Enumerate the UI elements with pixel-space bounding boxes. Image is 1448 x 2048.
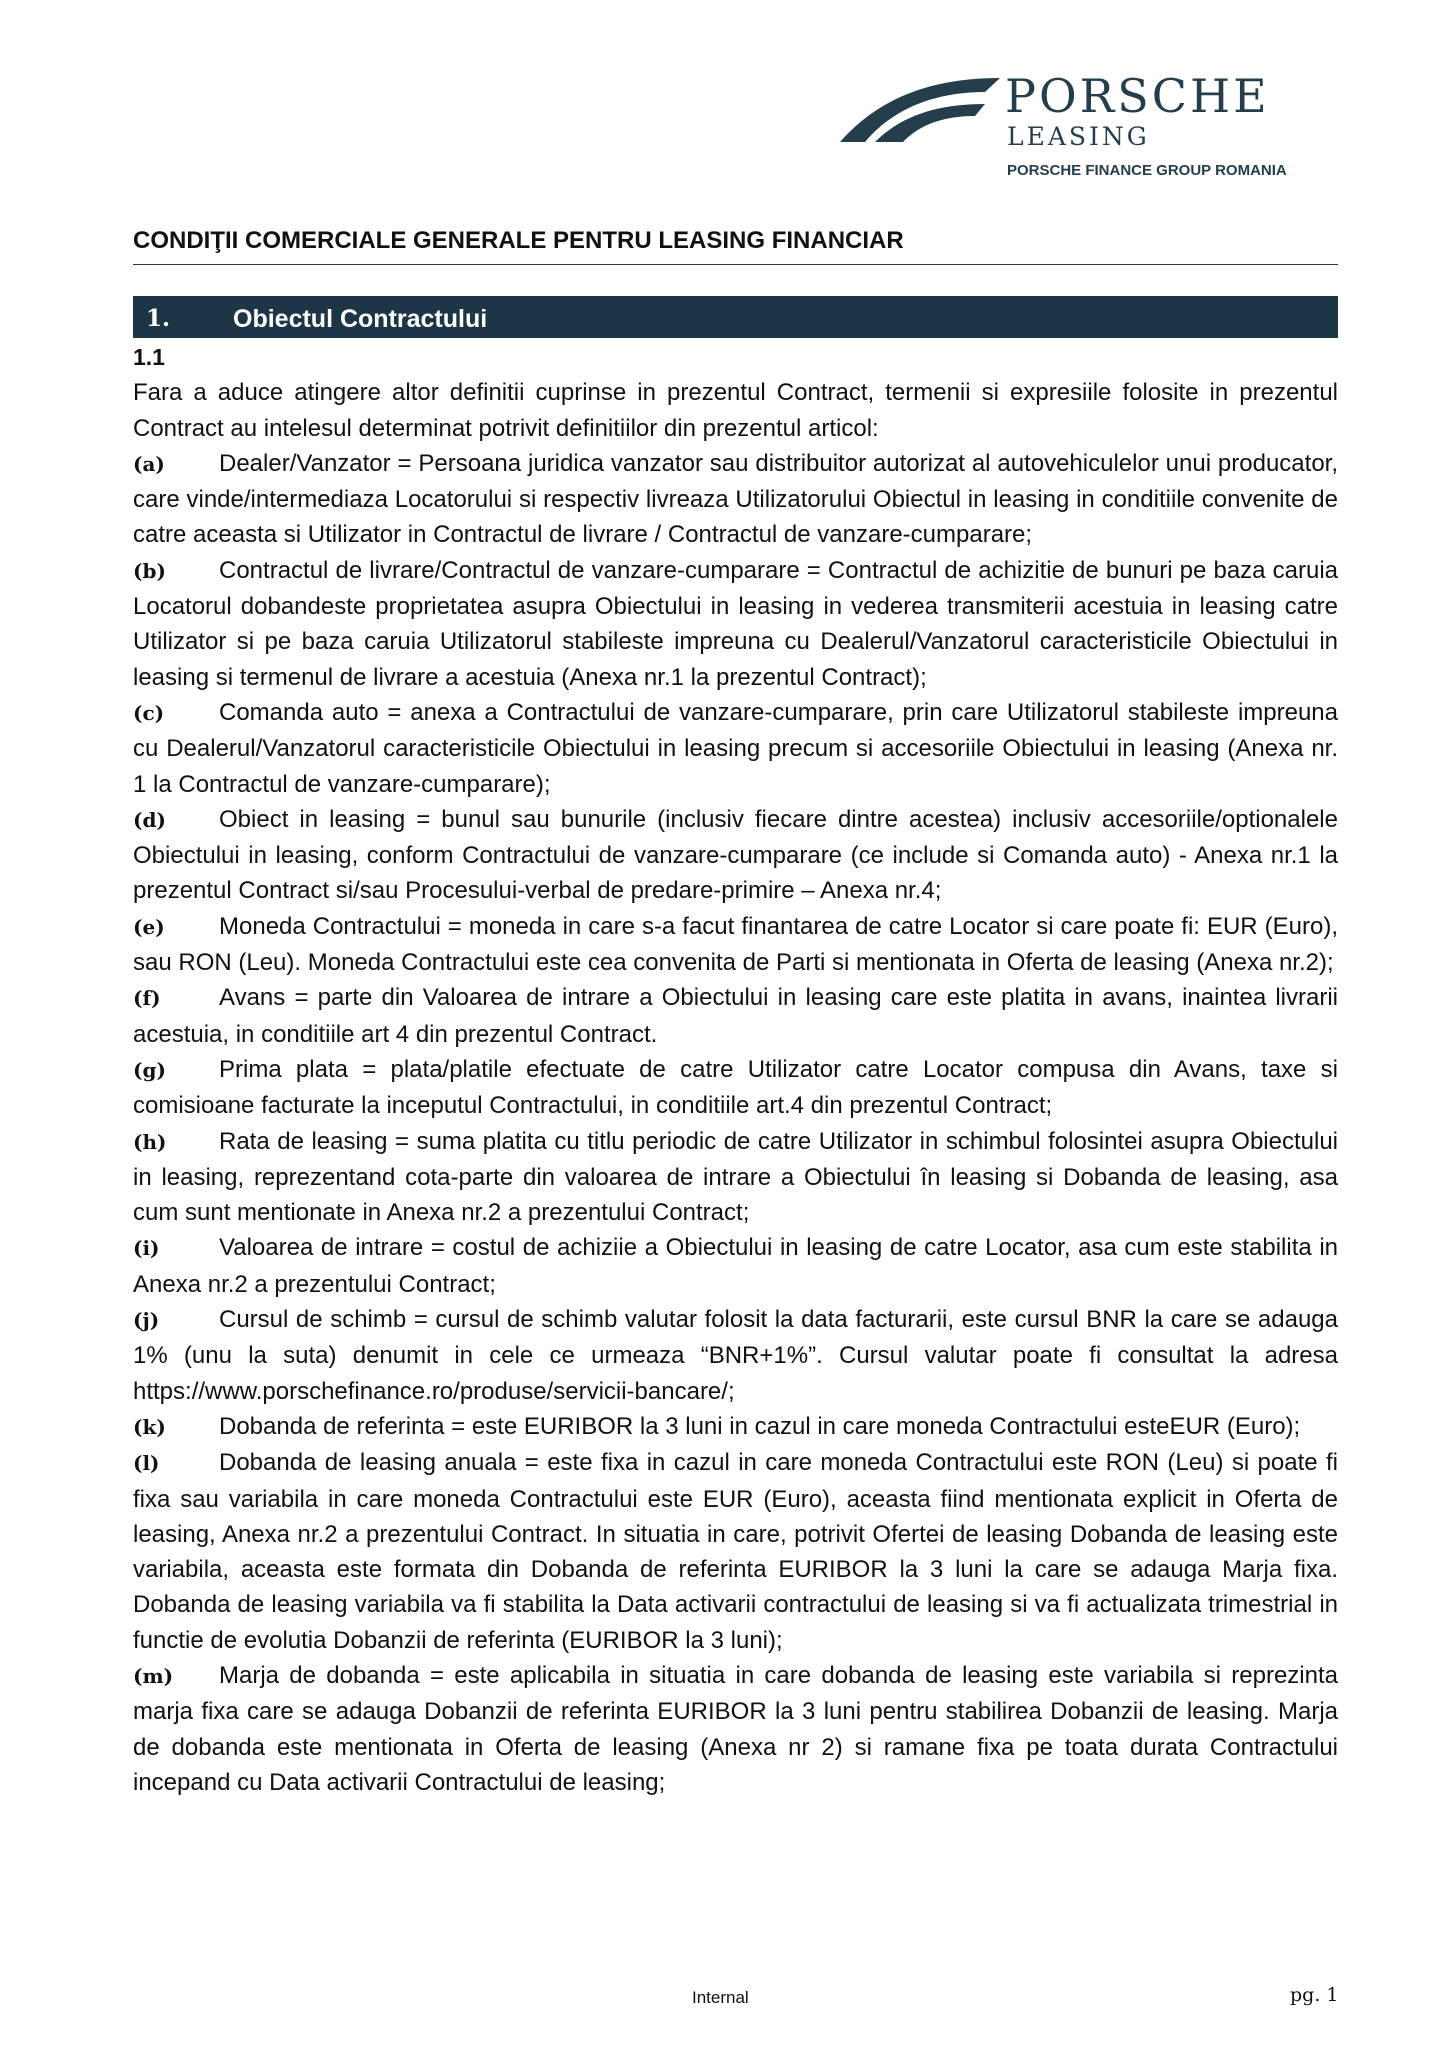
intro-paragraph: Fara a aduce atingere altor definitii cuprinse in prezentul Contract, termenii si expresiile folosite in prezentul Contract au intelesul determinat potrivit definitiilor din prezentul articol: [133, 379, 1338, 442]
definition-item [133, 1230, 1338, 1302]
definition-label: (i) [133, 1236, 160, 1261]
brand-subtitle: LEASING [1007, 122, 1150, 151]
definition-item [133, 802, 1338, 909]
document-title: CONDIŢII COMERCIALE GENERALE PENTRU LEASING FINANCIAR [133, 226, 1338, 265]
definition-label: (k) [133, 1414, 166, 1439]
section-number: 1. [146, 305, 171, 332]
definition-label: (e) [133, 914, 165, 939]
subsection-number: 1.1 [133, 344, 165, 370]
definition-text: Rata de leasing = suma platita cu titlu periodic de catre Utilizator in schimbul folosintei asupra Obiectului in leasing, reprezentand cota-parte din valoarea de intrare a Obiectului în leasing si Dobanda de leasing, asa cum sunt mentionate in Anexa nr.2 a prezentului Contract; [133, 1127, 1338, 1227]
definition-item [133, 1445, 1338, 1658]
definition-item [133, 1658, 1338, 1800]
definition-text: Marja de dobanda = este aplicabila in situatia in care dobanda de leasing este variabila si reprezinta marja fixa care se adauga Dobanzii de referinta EURIBOR la 3 luni pentru stabilirea Dobanzii de leasing. Marja de dobanda este mentionata in Oferta de leasing (Anexa nr 2) si ramane fixa pe toata durata Contractului incepand cu Data activarii Contractului de leasing; [133, 1661, 1338, 1796]
definition-item [133, 695, 1338, 802]
definition-text: Avans = parte din Valoarea de intrare a Obiectului in leasing care este platita in avans, inaintea livrarii acestuia, in conditiile art 4 din prezentul Contract. [133, 984, 1338, 1048]
definition-text: Valoarea de intrare = costul de achiziie a Obiectului in leasing de catre Locator, asa cum este stabilita in Anexa nr.2 a prezentului Contract; [133, 1234, 1338, 1298]
section-title: Obiectul Contractului [233, 305, 488, 333]
porsche-leasing-road-icon [835, 72, 1005, 147]
definition-label: (b) [133, 558, 166, 583]
definition-label: (d) [133, 807, 166, 832]
definition-item [133, 980, 1338, 1052]
definition-text: Dealer/Vanzator = Persoana juridica vanzator sau distribuitor autorizat al autovehiculelor unui producator, care vinde/intermediaza Locatorului si respectiv livreaza Utilizatorului Obiectul in leasing in conditiile convenite de catre aceasta si Utilizator in Contractul de livrare / Contractul de vanzare-cumparare; [133, 449, 1338, 549]
document-body [133, 340, 1338, 1800]
definition-text: Obiect in leasing = bunul sau bunurile (inclusiv fiecare dintre acestea) inclusiv accesoriile/optionalele Obiectului in leasing, conform Contractului de vanzare-cumparare (ce include si Comanda auto) - Anexa nr.1 la prezentul Contract si/sau Procesului-verbal de predare-primire – Anexa nr.4; [133, 805, 1338, 905]
definition-label: (m) [133, 1663, 174, 1688]
definition-item [133, 1409, 1338, 1445]
definitions-list [133, 446, 1338, 1800]
definition-item [133, 1302, 1338, 1409]
definition-item [133, 446, 1338, 553]
page-number: pg. 1 [1290, 1984, 1339, 2006]
definition-text: Dobanda de leasing anuala = este fixa in cazul in care moneda Contractului este RON (Leu) si poate fi fixa sau variabila in care moneda Contractului este EUR (Euro), aceasta fiind mentionata explicit in Oferta de leasing, Anexa nr.2 a prezentului Contract. In situatia in care, potrivit Ofertei de leasing Dobanda de leasing este variabila, aceasta este formata din Dobanda de referinta EURIBOR la 3 luni la care se adauga Marja fixa. Dobanda de leasing variabila va fi stabilita la Data activarii contractului de leasing si va fi actualizata trimestrial in functie de evolutia Dobanzii de referinta (EURIBOR la 3 luni); [133, 1449, 1338, 1654]
definition-text: Dobanda de referinta = este EURIBOR la 3 luni in cazul in care moneda Contractului esteEUR (Euro); [219, 1412, 1301, 1440]
definition-item [133, 1052, 1338, 1124]
section-header [133, 296, 1338, 338]
definition-label: (l) [133, 1451, 160, 1476]
definition-text: Cursul de schimb = cursul de schimb valutar folosit la data facturarii, este cursul BNR la care se adauga 1% (unu la suta) denumit in cele ce urmeaza “BNR+1%”. Cursul valutar poate fi consultat la adresa https://www.porschefinance.ro/produse/servicii-bancare/; [133, 1306, 1338, 1405]
definition-label: (h) [133, 1129, 167, 1154]
definition-label: (j) [133, 1308, 160, 1333]
definition-label: (g) [133, 1057, 166, 1082]
definition-item [133, 909, 1338, 981]
definition-label: (c) [133, 700, 165, 725]
definition-label: (a) [133, 451, 165, 476]
porsche-leasing-logo [835, 70, 1355, 180]
brand-group: PORSCHE FINANCE GROUP ROMANIA [1007, 162, 1287, 179]
definition-text: Contractul de livrare/Contractul de vanzare-cumparare = Contractul de achizitie de bunuri pe baza caruia Locatorul dobandeste proprietatea asupra Obiectului in leasing in vederea transmiterii acestuia in leasing catre Utilizator si pe baza caruia Utilizatorul stabileste impreuna cu Dealerul/Vanzatorul caracteristicile Obiectului in leasing si termenul de livrare a acestuia (Anexa nr.1 la prezentul Contract); [133, 556, 1338, 691]
definition-label: (f) [133, 986, 161, 1011]
definition-item [133, 553, 1338, 695]
definition-text: Comanda auto = anexa a Contractului de vanzare-cumparare, prin care Utilizatorul stabileste impreuna cu Dealerul/Vanzatorul caracteristicile Obiectului in leasing precum si accesoriile Obiectului in leasing (Anexa nr. 1 la Contractul de vanzare-cumparare); [133, 698, 1338, 798]
brand-name: PORSCHE [1005, 69, 1270, 123]
footer-classification: Internal [692, 1988, 749, 2007]
definition-text: Prima plata = plata/platile efectuate de catre Utilizator catre Locator compusa din Avans, taxe si comisioane facturate la inceputul Contractului, in conditiile art.4 din prezentul Contract; [133, 1055, 1338, 1120]
definition-text: Moneda Contractului = moneda in care s-a facut finantarea de catre Locator si care poate fi: EUR (Euro), sau RON (Leu). Moneda Contractului este cea convenita de Parti si mentionata in Oferta de leasing (Anexa nr.2); [133, 912, 1338, 977]
definition-item [133, 1124, 1338, 1231]
